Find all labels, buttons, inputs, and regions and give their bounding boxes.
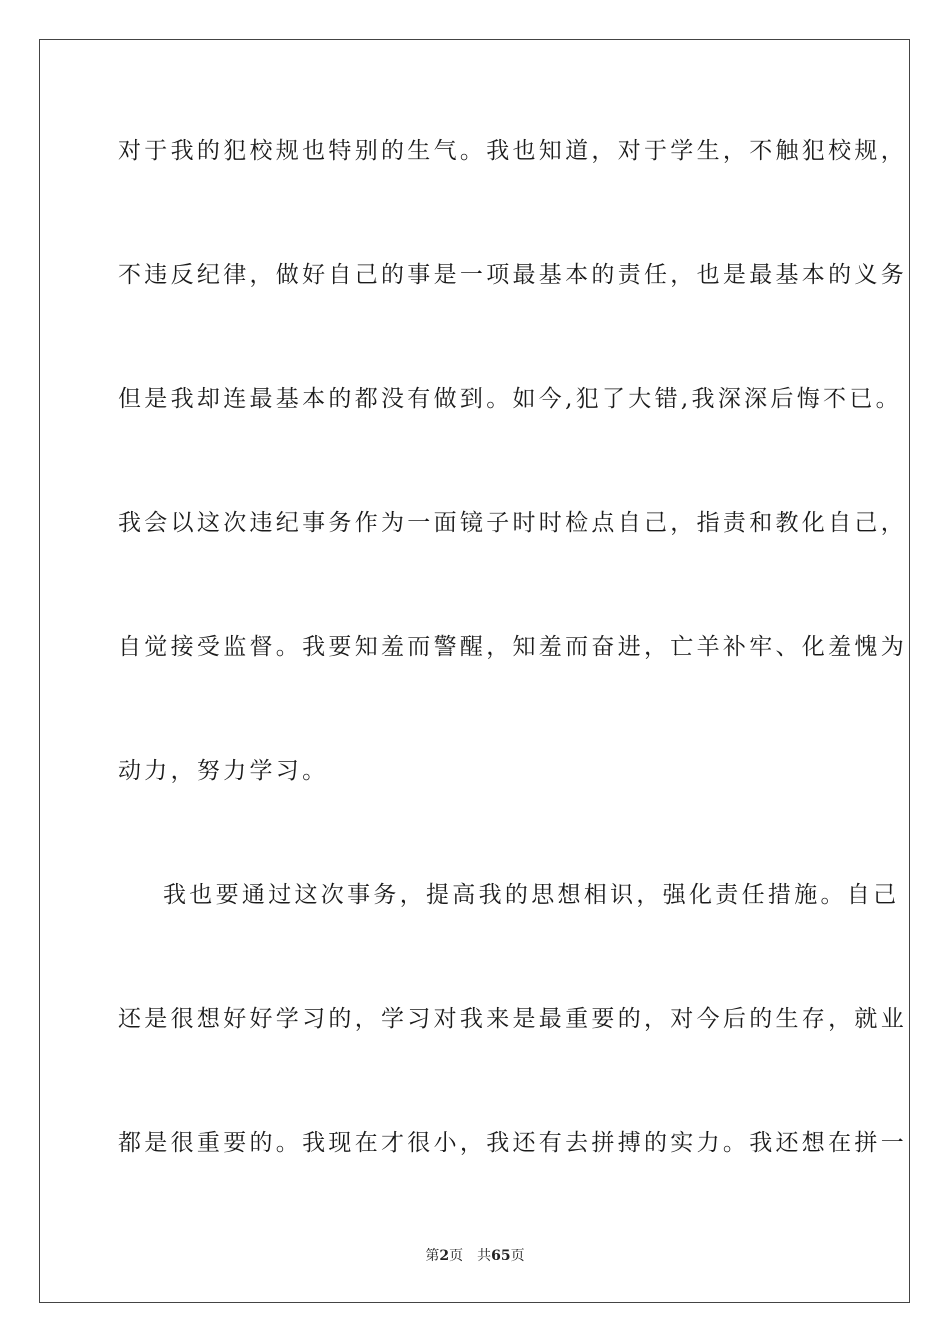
body-text-line: 还是很想好好学习的，学习对我来是最重要的，对今后的生存，就业 bbox=[118, 1006, 907, 1032]
page-footer bbox=[0, 1247, 950, 1265]
body-text-line: 自觉接受监督。我要知羞而警醒，知羞而奋进，亡羊补牢、化羞愧为 bbox=[118, 634, 907, 660]
body-text-line: 动力，努力学习。 bbox=[118, 758, 329, 784]
page-label-prefix: 第 bbox=[425, 1248, 440, 1264]
total-label-suffix: 页 bbox=[510, 1248, 525, 1264]
total-page-count: 65 bbox=[491, 1248, 511, 1264]
current-page-number: 2 bbox=[439, 1248, 450, 1264]
body-text-line: 都是很重要的。我现在才很小，我还有去拼搏的实力。我还想在拼一 bbox=[118, 1130, 907, 1156]
total-label-prefix: 共 bbox=[477, 1248, 492, 1264]
page-label-suffix: 页 bbox=[449, 1248, 464, 1264]
body-text-line: 我会以这次违纪事务作为一面镜子时时检点自己，指责和教化自己， bbox=[118, 510, 907, 536]
page-border bbox=[39, 39, 910, 1303]
body-text-line: 对于我的犯校规也特别的生气。我也知道，对于学生，不触犯校规， bbox=[118, 138, 907, 164]
paragraph-first-line: 我也要通过这次事务，提高我的思想相识，强化责任措施。自己 bbox=[163, 882, 900, 908]
body-text-line: 但是我却连最基本的都没有做到。如今,犯了大错,我深深后悔不已。 bbox=[118, 386, 902, 412]
body-text-line: 不违反纪律，做好自己的事是一项最基本的责任，也是最基本的义务 bbox=[118, 262, 907, 288]
